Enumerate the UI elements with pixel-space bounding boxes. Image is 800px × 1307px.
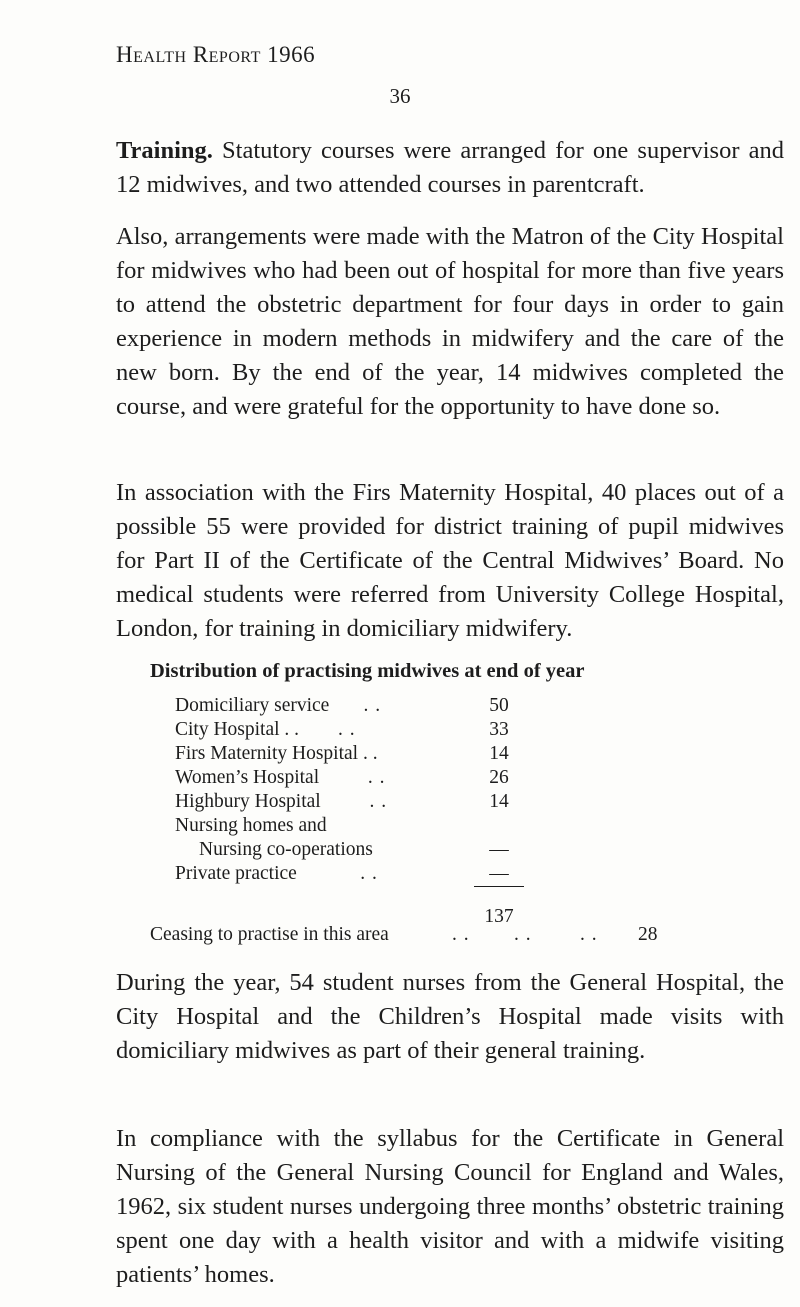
table-row xyxy=(175,838,524,862)
ceasing-line xyxy=(150,924,660,946)
row-label: Women’s Hospital . . xyxy=(175,767,386,788)
ceasing-value: 28 xyxy=(638,924,658,945)
training-heading: Training. xyxy=(116,137,213,164)
row-value xyxy=(474,814,524,838)
table-row xyxy=(175,742,524,766)
row-label: Nursing homes and xyxy=(175,815,327,836)
row-value: — xyxy=(489,863,509,884)
row-value: 14 xyxy=(489,791,509,812)
table-row xyxy=(175,718,524,742)
leader-dots: . . xyxy=(452,924,470,945)
paragraph-training xyxy=(116,134,784,202)
row-value: 50 xyxy=(489,695,509,716)
table-row xyxy=(175,790,524,814)
paragraph-firs-maternity-association: In association with the Firs Maternity Hospital, 40 places out of a possible 55 were provided for district training of pupil midwives for Part II of the Certificate of the Central Midwives’ Board. No medical students were referred from University College Hospital, London, for training in domiciliary midwifery. xyxy=(116,479,784,642)
paragraph-city-hospital-arrangements: Also, arrangements were made with the Matron of the City Hospital for midwives who had been out of hospital for more than five years to attend the obstetric department for four days in order to gain experience in modern methods in midwifery and the care of the new born. By the end of the year, 14 midwives completed the course, and were grateful for the opportunity to have done so. xyxy=(116,223,784,420)
row-label: City Hospital . . . . xyxy=(175,719,356,740)
training-text: Statutory courses were arranged for one supervisor and 12 midwives, and two attended courses in parentcraft. xyxy=(116,137,784,198)
row-label: Domiciliary service . . xyxy=(175,695,382,716)
row-value: 26 xyxy=(489,767,509,788)
distribution-table xyxy=(175,694,524,929)
table-total-row xyxy=(175,887,524,930)
row-label: Nursing co-operations xyxy=(199,839,373,860)
running-head: Health Report 1966 xyxy=(116,42,316,67)
leader-dots: . . xyxy=(580,924,598,945)
row-label: Private practice . . xyxy=(175,863,378,884)
row-value: 33 xyxy=(489,719,509,740)
table-row xyxy=(175,766,524,790)
paragraph-syllabus-compliance: In compliance with the syllabus for the Certificate in General Nursing of the General Nursing Council for England and Wales, 1962, six student nurses undergoing three months’ obstetric training spent one day with a health visitor and with a midwife visiting patients’ homes. xyxy=(116,1125,784,1288)
distribution-table-title: Distribution of practising midwives at end of year xyxy=(150,660,585,682)
row-value: 14 xyxy=(489,743,509,764)
row-label: Highbury Hospital . . xyxy=(175,791,388,812)
table-row xyxy=(175,814,524,838)
page-number: 36 xyxy=(389,84,411,108)
leader-dots: . . xyxy=(514,924,532,945)
paragraph-student-nurse-visits: During the year, 54 student nurses from the General Hospital, the City Hospital and the Children’s Hospital made visits with domiciliary midwives as part of their general training. xyxy=(116,969,784,1064)
ceasing-label: Ceasing to practise in this area xyxy=(150,924,389,945)
row-value: — xyxy=(489,839,509,860)
total-value: 137 xyxy=(474,887,524,930)
table-row xyxy=(175,694,524,718)
row-label: Firs Maternity Hospital . . xyxy=(175,743,378,764)
table-row xyxy=(175,862,524,887)
